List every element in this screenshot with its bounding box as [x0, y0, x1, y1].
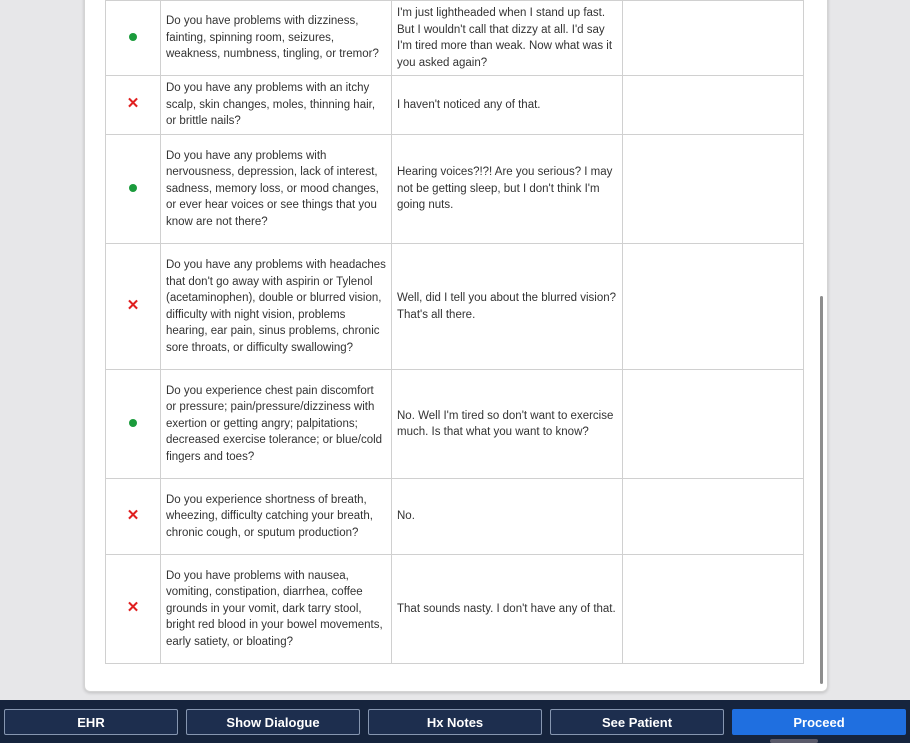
green-dot-icon — [129, 33, 137, 41]
home-indicator — [770, 739, 818, 743]
question-cell: Do you have problems with dizziness, fainting, spinning room, seizures, weakness, numbness, tingling, or tremor? — [161, 1, 392, 76]
table-row — [106, 479, 804, 555]
hx-notes-button[interactable]: Hx Notes — [368, 709, 542, 735]
status-cell — [106, 76, 161, 135]
red-x-icon: ✕ — [126, 599, 140, 617]
vertical-scrollbar[interactable] — [820, 296, 823, 684]
answer-cell: No. — [392, 479, 623, 555]
answer-cell: Hearing voices?!?! Are you serious? I may not be getting sleep, but I don't think I'm going nuts. — [392, 135, 623, 244]
green-dot-icon — [129, 419, 137, 427]
red-x-icon: ✕ — [126, 95, 140, 113]
status-cell — [106, 244, 161, 370]
answer-cell: No. Well I'm tired so don't want to exercise much. Is that what you want to know? — [392, 370, 623, 479]
table-row — [106, 1, 804, 76]
status-cell — [106, 1, 161, 76]
review-of-systems-table — [105, 0, 804, 664]
red-x-icon: ✕ — [126, 296, 140, 314]
question-cell: Do you have any problems with headaches that don't go away with aspirin or Tylenol (acetaminophen), double or blurred vision, difficulty with night vision, problems hearing, ear pain, sinus problems, chronic sore throats, or difficulty swallowing? — [161, 244, 392, 370]
question-cell: Do you experience shortness of breath, wheezing, difficulty catching your breath, chronic cough, or sputum production? — [161, 479, 392, 555]
question-cell: Do you have problems with nausea, vomiting, constipation, diarrhea, coffee grounds in your vomit, dark tarry stool, bright red blood in your bowel movements, early satiety, or bloating? — [161, 555, 392, 664]
see-patient-button[interactable]: See Patient — [550, 709, 724, 735]
status-cell — [106, 555, 161, 664]
green-dot-icon — [129, 184, 137, 192]
notes-cell[interactable] — [623, 370, 804, 479]
table-row — [106, 135, 804, 244]
table-row — [106, 370, 804, 479]
status-cell — [106, 479, 161, 555]
status-cell — [106, 135, 161, 244]
table-row — [106, 76, 804, 135]
notes-cell[interactable] — [623, 76, 804, 135]
answer-cell: I haven't noticed any of that. — [392, 76, 623, 135]
notes-cell[interactable] — [623, 555, 804, 664]
answer-cell: Well, did I tell you about the blurred vision? That's all there. — [392, 244, 623, 370]
notes-cell[interactable] — [623, 479, 804, 555]
table-row — [106, 555, 804, 664]
question-cell: Do you experience chest pain discomfort or pressure; pain/pressure/dizziness with exertion or getting angry; palpitations; decreased exercise tolerance; or blue/cold fingers and toes? — [161, 370, 392, 479]
table-row — [106, 244, 804, 370]
answer-cell: I'm just lightheaded when I stand up fast. But I wouldn't call that dizzy at all. I'd say I'm tired more than weak. Now what was it you asked again? — [392, 1, 623, 76]
notes-cell[interactable] — [623, 135, 804, 244]
question-cell: Do you have any problems with nervousness, depression, lack of interest, sadness, memory loss, or mood changes, or ever hear voices or see things that you know are not there? — [161, 135, 392, 244]
question-cell: Do you have any problems with an itchy scalp, skin changes, moles, thinning hair, or brittle nails? — [161, 76, 392, 135]
bottom-action-bar — [0, 700, 910, 743]
notes-cell[interactable] — [623, 244, 804, 370]
show-dialogue-button[interactable]: Show Dialogue — [186, 709, 360, 735]
answer-cell: That sounds nasty. I don't have any of that. — [392, 555, 623, 664]
ehr-button[interactable]: EHR — [4, 709, 178, 735]
red-x-icon: ✕ — [126, 506, 140, 524]
proceed-button[interactable]: Proceed — [732, 709, 906, 735]
notes-cell[interactable] — [623, 1, 804, 76]
status-cell — [106, 370, 161, 479]
